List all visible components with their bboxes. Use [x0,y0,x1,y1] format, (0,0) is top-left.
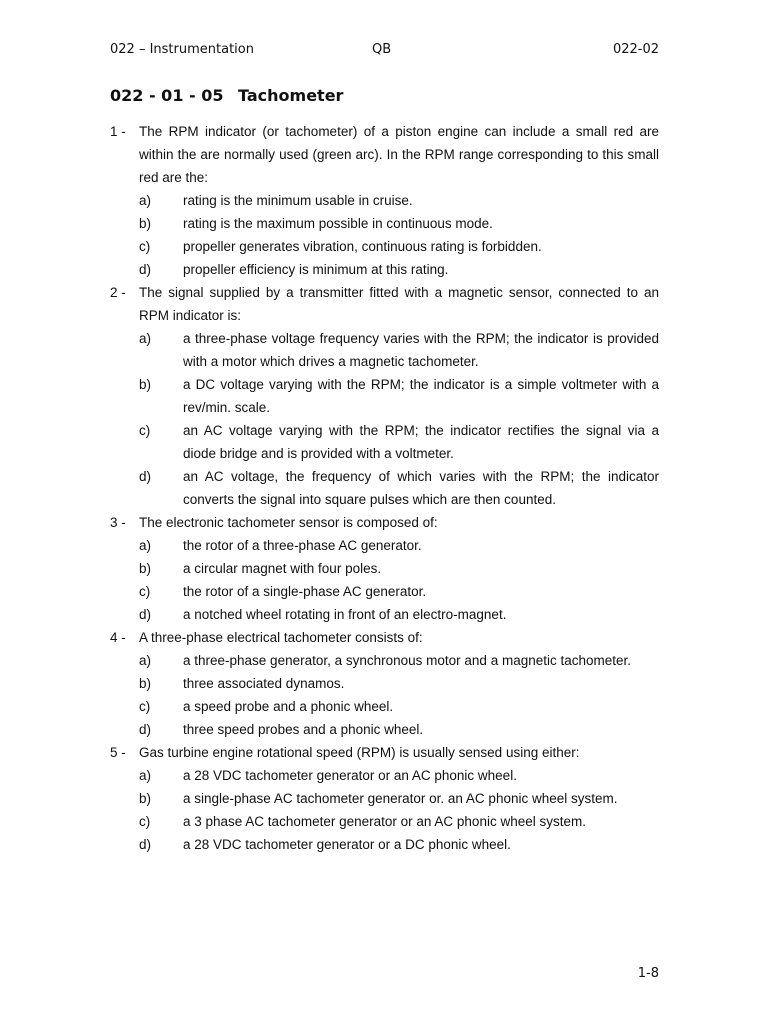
question-text: The RPM indicator (or tachometer) of a piston engine can include a small red are within the are normally used (green arc). In the RPM range corresponding to this small red are the: [139,124,659,185]
option-text: an AC voltage, the frequency of which varies with the RPM; the indicator converts the signal into square pulses which are then counted. [183,469,659,507]
option-letter: d) [139,837,152,852]
option-c [139,580,659,603]
option-letter: a) [139,193,152,208]
option-letter: a) [139,331,152,346]
option-text: a notched wheel rotating in front of an electro-magnet. [183,607,507,622]
option-text: a 3 phase AC tachometer generator or an AC phonic wheel system. [183,814,586,829]
question-text: A three-phase electrical tachometer consists of: [139,630,423,645]
option-b [139,557,659,580]
option-text: rating is the maximum possible in continuous mode. [183,216,493,231]
option-letter: c) [139,814,151,829]
option-c [139,810,659,833]
option-letter: b) [139,561,152,576]
option-text: a three-phase voltage frequency varies with the RPM; the indicator is provided with a motor which drives a magnetic tachometer. [183,331,659,369]
option-a [139,189,659,212]
option-letter: d) [139,607,152,622]
option-letter: c) [139,423,151,438]
question-number: 5 - [110,745,126,760]
option-text: a three-phase generator, a synchronous motor and a magnetic tachometer. [183,653,632,668]
option-b [139,212,659,235]
option-text: an AC voltage varying with the RPM; the indicator rectifies the signal via a diode bridge and is provided with a voltmeter. [183,423,659,461]
question-text: Gas turbine engine rotational speed (RPM) is usually sensed using either: [139,745,580,760]
question-number: 1 - [110,124,126,139]
option-c [139,419,659,465]
option-d [139,258,659,281]
option-letter: d) [139,262,152,277]
question-3 [110,511,659,626]
header-subject: 022 – Instrumentation [110,42,254,57]
option-letter: a) [139,538,152,553]
option-text: a speed probe and a phonic wheel. [183,699,394,714]
option-text: propeller efficiency is minimum at this rating. [183,262,449,277]
option-a [139,534,659,557]
option-d [139,603,659,626]
option-a [139,327,659,373]
option-letter: b) [139,377,152,392]
option-letter: d) [139,469,152,484]
option-c [139,695,659,718]
option-b [139,672,659,695]
option-text: propeller generates vibration, continuous rating is forbidden. [183,239,542,254]
section-title: Tachometer [238,86,344,105]
question-number: 2 - [110,285,126,300]
option-text: three associated dynamos. [183,676,345,691]
option-b [139,373,659,419]
header-code: 022-02 [612,42,659,57]
option-letter: a) [139,653,152,668]
section-heading [110,86,343,105]
question-1 [110,120,659,281]
page-header [110,42,659,62]
option-text: a 28 VDC tachometer generator or an AC phonic wheel. [183,768,517,783]
option-text: the rotor of a three-phase AC generator. [183,538,422,553]
option-text: rating is the minimum usable in cruise. [183,193,413,208]
question-5 [110,741,659,856]
page-number: 1-8 [637,966,659,981]
option-letter: a) [139,768,152,783]
option-letter: b) [139,216,152,231]
option-text: a circular magnet with four poles. [183,561,382,576]
option-letter: b) [139,791,152,806]
question-text: The electronic tachometer sensor is composed of: [139,515,438,530]
option-text: a DC voltage varying with the RPM; the indicator is a simple voltmeter with a rev/min. scale. [183,377,659,415]
option-text: three speed probes and a phonic wheel. [183,722,424,737]
option-d [139,465,659,511]
option-letter: c) [139,239,151,254]
option-text: the rotor of a single-phase AC generator. [183,584,427,599]
question-list [110,120,659,856]
option-d [139,833,659,856]
option-a [139,649,659,672]
option-text: a 28 VDC tachometer generator or a DC phonic wheel. [183,837,511,852]
option-a [139,764,659,787]
option-b [139,787,659,810]
option-letter: c) [139,584,151,599]
option-letter: c) [139,699,151,714]
option-letter: d) [139,722,152,737]
option-d [139,718,659,741]
option-text: a single-phase AC tachometer generator or. an AC phonic wheel system. [183,791,618,806]
question-2 [110,281,659,511]
question-4 [110,626,659,741]
question-number: 3 - [110,515,126,530]
option-c [139,235,659,258]
header-type: QB [372,42,392,57]
question-text: The signal supplied by a transmitter fitted with a magnetic sensor, connected to an RPM indicator is: [139,285,659,323]
question-number: 4 - [110,630,126,645]
section-code: 022 - 01 - 05 [110,86,224,105]
option-letter: b) [139,676,152,691]
